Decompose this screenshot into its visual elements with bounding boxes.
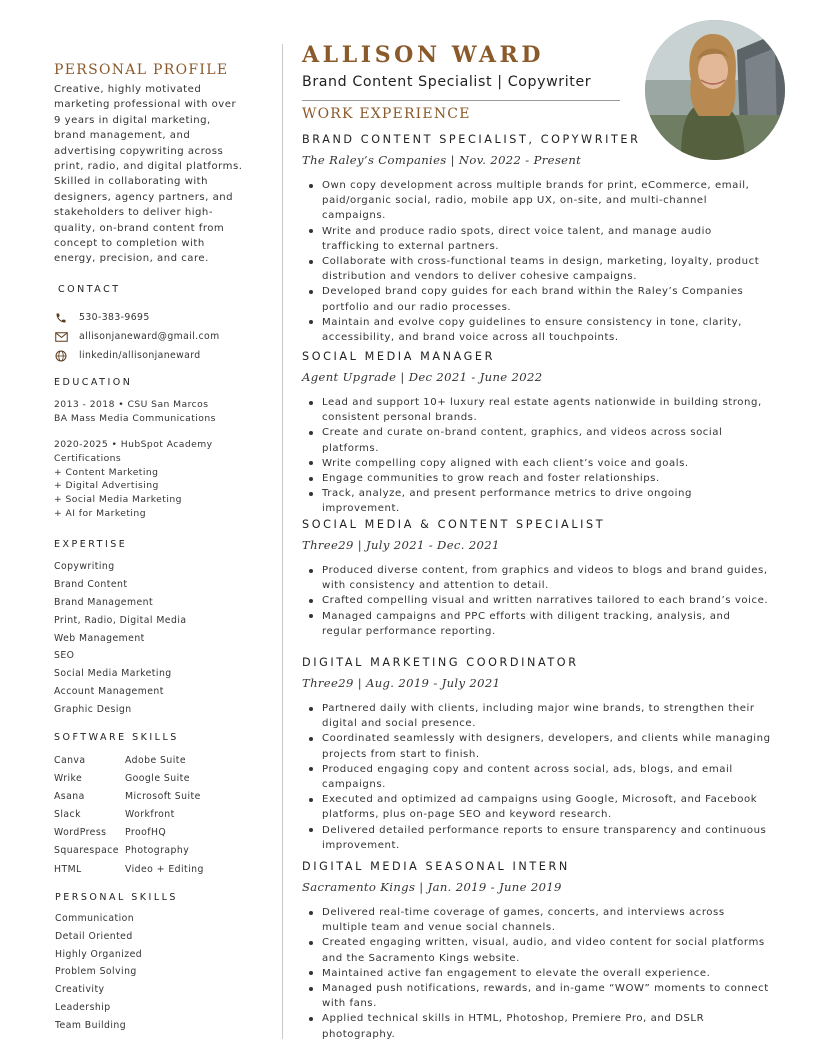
job-bullet: Produced engaging copy and content across social, ads, blogs, and email campaigns. <box>302 762 772 792</box>
expertise-item: Print, Radio, Digital Media <box>54 614 187 626</box>
personal-skills-list <box>55 910 142 1035</box>
work-experience-heading: WORK EXPERIENCE <box>302 106 471 122</box>
globe-icon <box>54 350 68 362</box>
expertise-item: Social Media Marketing <box>54 668 172 680</box>
job-entry <box>302 860 772 1042</box>
personal-skill-item: Communication <box>55 913 135 924</box>
personal-skill-item: Detail Oriented <box>55 930 133 942</box>
expertise-item: Graphic Design <box>54 704 132 716</box>
job-bullet: Track, analyze, and present performance metrics to drive ongoing improvement. <box>302 486 772 516</box>
job-bullets <box>302 178 772 345</box>
job-bullet: Developed brand copy guides for each brand within the Raley’s Companies portfolio and our radio processes. <box>302 284 772 314</box>
software-item: Photography <box>125 845 190 857</box>
software-item: Wrike <box>54 773 83 785</box>
contact-email-text[interactable]: allisonjaneward@gmail.com <box>79 331 220 342</box>
job-bullet: Managed campaigns and PPC efforts with diligent tracking, analysis, and regular performance reporting. <box>302 609 772 639</box>
software-skills-heading: SOFTWARE SKILLS <box>54 732 179 743</box>
expertise-heading: EXPERTISE <box>54 539 128 550</box>
job-company-dates: Three29 | Aug. 2019 - July 2021 <box>302 676 501 690</box>
job-bullets <box>302 563 772 639</box>
job-bullet: Partnered daily with clients, including major wine brands, to strengthen their digital and social presence. <box>302 701 772 731</box>
education-entry-1 <box>54 398 274 426</box>
software-item: Adobe Suite <box>125 755 187 766</box>
candidate-name: ALLISON WARD <box>302 42 545 68</box>
job-entry <box>302 350 772 517</box>
job-bullet: Maintain and evolve copy guidelines to ensure consistency in tone, clarity, accessibility, and brand voice across all touchpoints. <box>302 315 772 345</box>
contact-heading: CONTACT <box>58 284 121 295</box>
job-bullet: Delivered real-time coverage of games, concerts, and interviews across multiple team and venue social channels. <box>302 905 772 935</box>
software-skills-grid <box>54 752 274 879</box>
job-bullet: Created engaging written, visual, audio, and video content for social platforms and the Sacramento Kings website. <box>302 935 772 965</box>
profile-text: Creative, highly motivated marketing professional with over 9 years in digital marketing, brand management, and advertising copywriting across print, radio, and digital platforms. Skilled in collaborating with designers, agency partners, and stakeholders to deliver high- quality, on-brand content from concept to completion with energy, precision, and care. <box>54 84 243 265</box>
software-row <box>54 824 274 842</box>
job-entry <box>302 518 772 639</box>
job-entry <box>302 133 772 345</box>
job-bullets <box>302 701 772 853</box>
software-row <box>54 788 274 806</box>
job-company-dates: The Raley’s Companies | Nov. 2022 - Present <box>302 153 582 167</box>
software-item: Google Suite <box>125 773 190 785</box>
job-bullet: Delivered detailed performance reports to ensure transparency and continuous improvement. <box>302 823 772 853</box>
candidate-title: Brand Content Specialist | Copywriter <box>302 74 592 90</box>
contact-linkedin-text[interactable]: linkedin/allisonjaneward <box>79 350 201 361</box>
certification-item: + Social Media Marketing <box>54 494 182 506</box>
job-bullet: Write and produce radio spots, direct voice talent, and manage audio trafficking to external partners. <box>302 224 772 254</box>
contact-list <box>54 308 220 365</box>
personal-skill-item: Team Building <box>55 1019 127 1031</box>
software-item: Video + Editing <box>125 863 204 875</box>
software-item: Workfront <box>125 809 175 821</box>
personal-skill-item: Problem Solving <box>55 966 137 978</box>
column-divider <box>282 44 283 1039</box>
software-row <box>54 842 274 860</box>
software-row <box>54 752 274 770</box>
job-bullet: Create and curate on-brand content, graphics, and videos across social platforms. <box>302 425 772 455</box>
job-title: SOCIAL MEDIA MANAGER <box>302 350 495 363</box>
expertise-item: Web Management <box>54 632 145 644</box>
job-entry <box>302 656 772 853</box>
job-bullet: Crafted compelling visual and written narratives tailored to each brand’s voice. <box>302 593 772 608</box>
job-bullet: Write compelling copy aligned with each client’s voice and goals. <box>302 456 772 471</box>
education-entry-1-line1: 2013 - 2018 • CSU San Marcos <box>54 399 209 410</box>
personal-skill-item: Creativity <box>55 984 105 996</box>
expertise-list <box>54 558 187 719</box>
software-row <box>54 770 274 788</box>
contact-email <box>54 327 220 346</box>
job-bullet: Coordinated seamlessly with designers, developers, and clients while managing projects from start to finish. <box>302 731 772 761</box>
mail-icon <box>54 331 68 343</box>
expertise-item: Brand Management <box>54 596 154 608</box>
expertise-item: SEO <box>54 650 75 662</box>
software-item: Slack <box>54 809 81 821</box>
software-item: HTML <box>54 863 82 875</box>
software-item: Canva <box>54 755 86 766</box>
job-bullet: Own copy development across multiple brands for print, eCommerce, email, paid/organic social, radio, mobile app UX, on-site, and multi-channel campaigns. <box>302 178 772 224</box>
job-bullet: Maintained active fan engagement to elevate the overall experience. <box>302 966 772 981</box>
job-bullet: Collaborate with cross-functional teams in design, marketing, loyalty, product distribution and vendors to deliver cohesive campaigns. <box>302 254 772 284</box>
left-column <box>54 62 264 1031</box>
job-bullets <box>302 395 772 517</box>
contact-phone <box>54 308 220 327</box>
personal-skills-heading: PERSONAL SKILLS <box>55 892 178 903</box>
job-title: DIGITAL MARKETING COORDINATOR <box>302 656 579 669</box>
job-bullet: Lead and support 10+ luxury real estate agents nationwide in building strong, consistent personal brands. <box>302 395 772 425</box>
certification-item: + Digital Advertising <box>54 480 159 492</box>
personal-skill-item: Leadership <box>55 1001 111 1013</box>
personal-skill-item: Highly Organized <box>55 948 143 960</box>
job-bullet: Executed and optimized ad campaigns using Google, Microsoft, and Facebook platforms, plus on-page SEO and keyword research. <box>302 792 772 822</box>
education-entry-2-line1: 2020-2025 • HubSpot Academy <box>54 439 213 450</box>
expertise-item: Brand Content <box>54 578 128 590</box>
certification-item: + Content Marketing <box>54 466 159 478</box>
expertise-item: Account Management <box>54 686 164 698</box>
education-entry-2-line2: Certifications <box>54 452 122 464</box>
software-row <box>54 806 274 824</box>
job-bullet: Applied technical skills in HTML, Photoshop, Premiere Pro, and DSLR photography. <box>302 1011 772 1041</box>
certification-item: + AI for Marketing <box>54 507 146 519</box>
software-row <box>54 861 274 879</box>
job-company-dates: Sacramento Kings | Jan. 2019 - June 2019 <box>302 880 562 894</box>
software-item: Microsoft Suite <box>125 791 201 803</box>
job-bullet: Produced diverse content, from graphics and videos to blogs and brand guides, with consistency and attention to detail. <box>302 563 772 593</box>
contact-linkedin <box>54 346 220 365</box>
contact-phone-text[interactable]: 530-383-9695 <box>79 312 150 323</box>
header-rule <box>302 100 620 101</box>
phone-icon <box>54 312 68 324</box>
profile-heading: PERSONAL PROFILE <box>54 62 229 78</box>
software-item: Squarespace <box>54 845 119 857</box>
job-bullet: Managed push notifications, rewards, and in-game “WOW” moments to connect with fans. <box>302 981 772 1011</box>
education-heading: EDUCATION <box>54 377 133 388</box>
software-item: ProofHQ <box>125 827 167 839</box>
expertise-item: Copywriting <box>54 561 115 572</box>
software-item: WordPress <box>54 827 107 839</box>
education-entry-2 <box>54 438 274 521</box>
job-company-dates: Agent Upgrade | Dec 2021 - June 2022 <box>302 370 543 384</box>
software-item: Asana <box>54 791 85 803</box>
job-bullets <box>302 905 772 1042</box>
job-title: SOCIAL MEDIA & CONTENT SPECIALIST <box>302 518 606 531</box>
job-title: DIGITAL MEDIA SEASONAL INTERN <box>302 860 570 873</box>
job-title: BRAND CONTENT SPECIALIST, COPYWRITER <box>302 133 641 146</box>
job-company-dates: Three29 | July 2021 - Dec. 2021 <box>302 538 500 552</box>
job-bullet: Engage communities to grow reach and foster relationships. <box>302 471 772 486</box>
education-entry-1-line2: BA Mass Media Communications <box>54 412 216 424</box>
